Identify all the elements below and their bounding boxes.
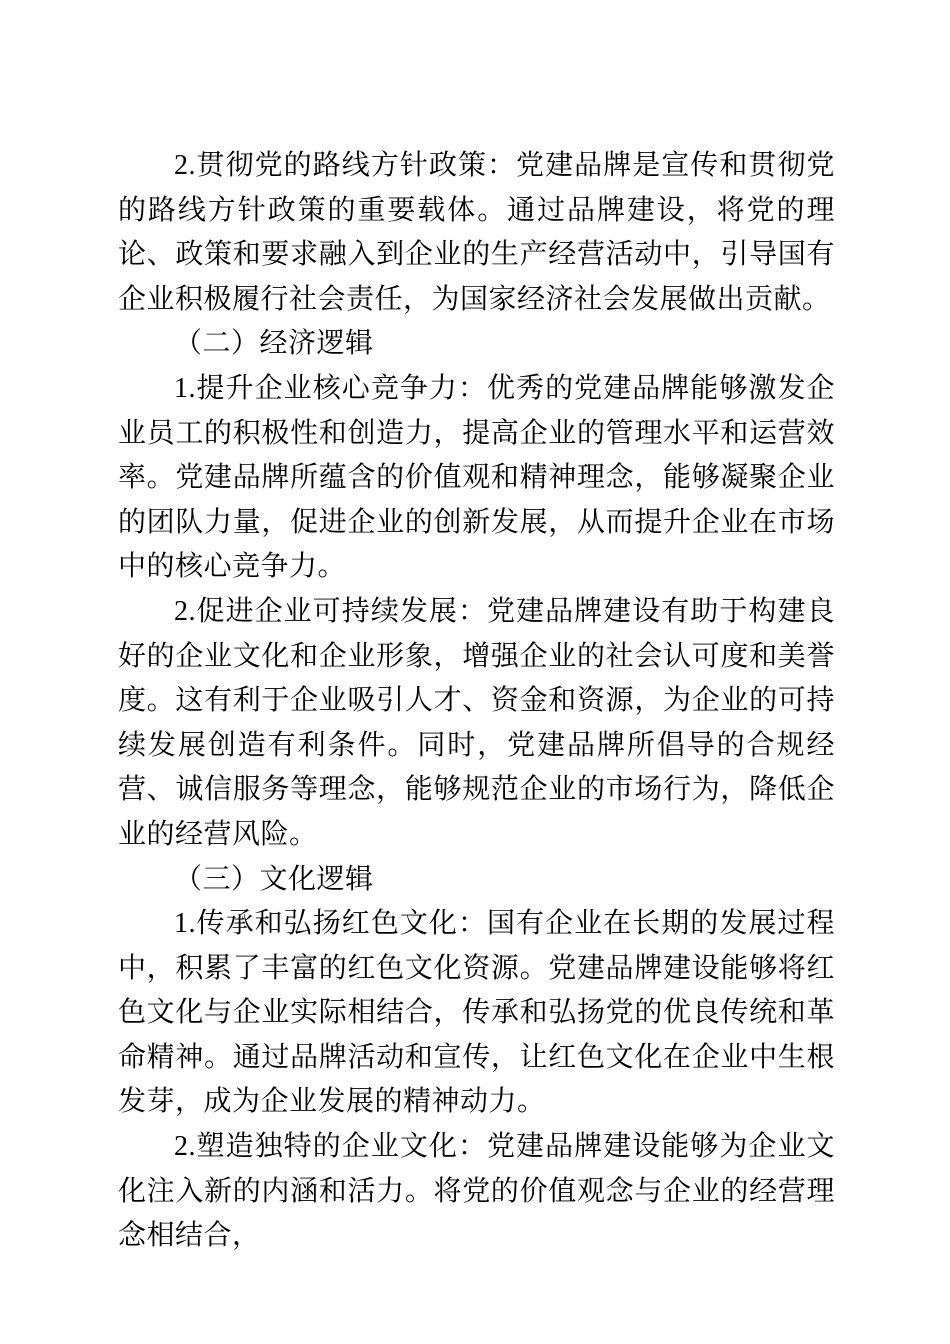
paragraph-red-culture: 1.传承和弘扬红色文化：国有企业在长期的发展过程中，积累了丰富的红色文化资源。党建品牌建设能够将红色文化与企业实际相结合，传承和弘扬党的优良传统和革命精神。通过品牌活动和宣传，让红色文化在企业中生根发芽，成为企业发展的精神动力。 xyxy=(118,908,835,1118)
paragraph-unique-corporate-culture: 2.塑造独特的企业文化：党建品牌建设能够为企业文化注入新的内涵和活力。将党的价值观念与企业的经营理念相结合， xyxy=(118,1131,835,1252)
paragraph-core-competitiveness: 1.提升企业核心竞争力：优秀的党建品牌能够激发企业员工的积极性和创造力，提高企业的管理水平和运营效率。党建品牌所蕴含的价值观和精神理念，能够凝聚企业的团队力量，促进企业的创新发展，从而提升企业在市场中的核心竞争力。 xyxy=(118,372,835,583)
section-heading-cultural-logic: （三）文化逻辑 xyxy=(174,863,374,895)
paragraph-party-line-policy: 2.贯彻党的路线方针政策：党建品牌是宣传和贯彻党的路线方针政策的重要载体。通过品牌建设，将党的理论、政策和要求融入到企业的生产经营活动中，引导国有企业积极履行社会责任，为国家经济社会发展做出贡献。 xyxy=(118,150,835,315)
document-body xyxy=(118,144,835,1259)
section-heading-economic-logic: （二）经济逻辑 xyxy=(174,328,374,360)
paragraph-sustainable-development: 2.促进企业可持续发展：党建品牌建设有助于构建良好的企业文化和企业形象，增强企业的社会认可度和美誉度。这有利于企业吸引人才、资金和资源，为企业的可持续发展创造有利条件。同时，党建品牌所倡导的合规经营、诚信服务等理念，能够规范企业的市场行为，降低企业的经营风险。 xyxy=(118,595,835,850)
